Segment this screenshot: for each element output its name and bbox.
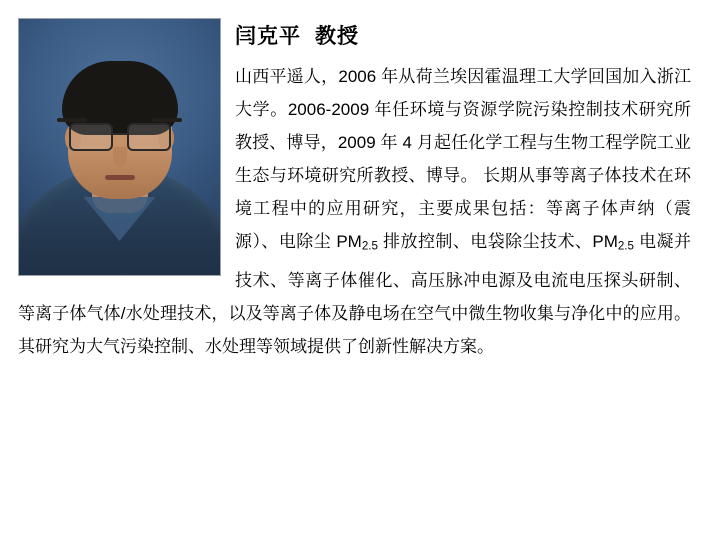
photo-eyebrow-left [57, 118, 87, 122]
photo-mouth [105, 175, 135, 180]
pm-subscript-2: 2.5 [617, 240, 634, 253]
portrait-photo [18, 18, 221, 276]
pm-subscript-1: 2.5 [361, 240, 378, 253]
bio-part-1: 山西平遥人，2006 年从荷兰埃因霍温理工大学回国加入浙江大学。2006-2009 年任环境与资源学院污染控制技术研究所教授、博导，2009 年 4 月起任化学工程与生物工程学院工业生态与环境研究所教授、博导。 长期从事等离子体技术在环境工程中的应用研究，主要成果包括：等离子体声纳（震源）、电除尘 PM [235, 67, 691, 251]
photo-glasses [67, 123, 173, 149]
bio-part-2: 排放控制、电袋除尘技术、PM [377, 232, 618, 251]
glasses-lens-left [69, 123, 113, 151]
photo-eyebrow-right [152, 118, 182, 122]
person-title: 教授 [315, 25, 359, 48]
bio-part-3: 电凝并技术、等离子体催化、高压脉冲电源及电流电压探头研制、等离子体气体/水处理技术，以及等离子体及静电场在空气中微生物收集与净化中的应用。其研究为大气污染控制、水处理等领域提供了创新性解决方案。 [18, 232, 691, 356]
glasses-lens-right [127, 123, 171, 151]
person-name: 闫克平 [235, 25, 301, 48]
photo-nose [113, 147, 127, 167]
